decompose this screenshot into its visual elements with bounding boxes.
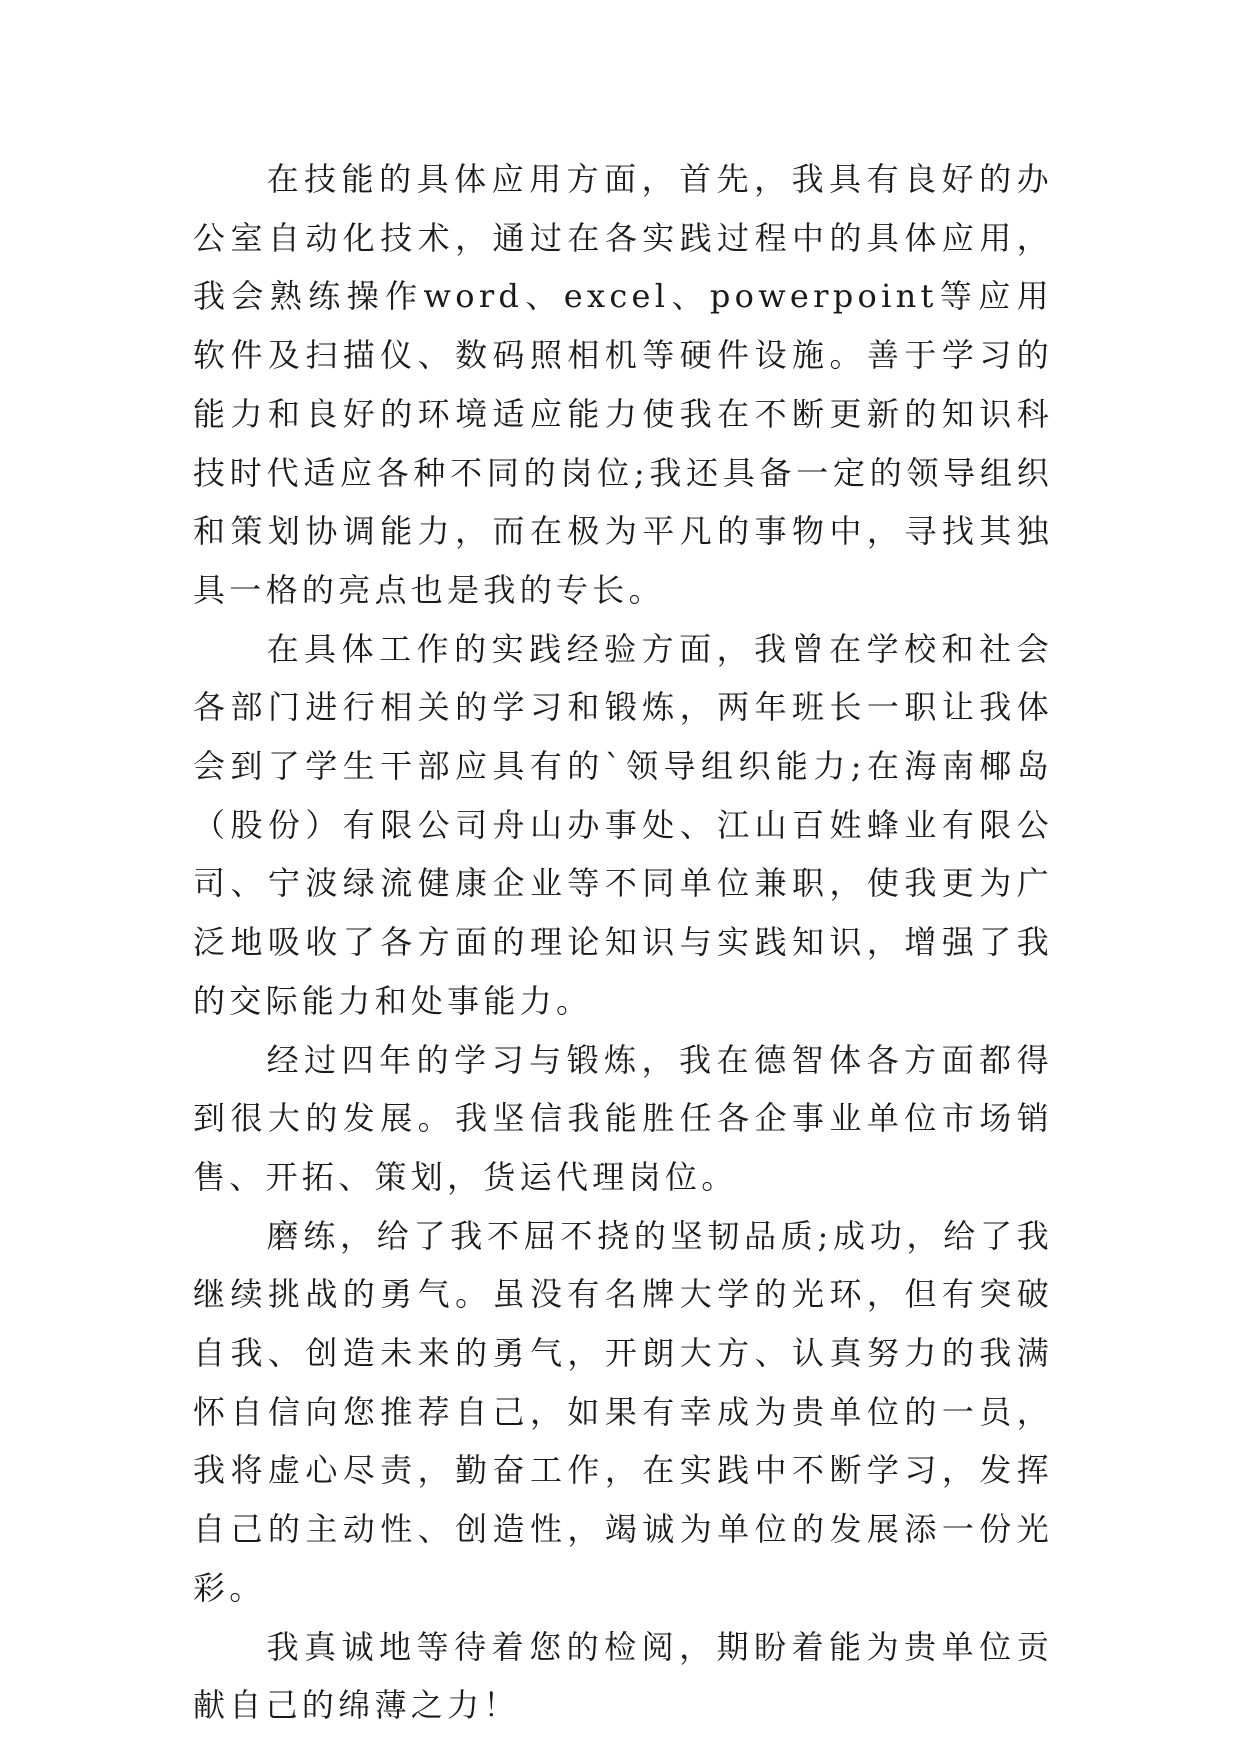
paragraph-character: 磨练，给了我不屈不挠的坚韧品质;成功，给了我继续挑战的勇气。虽没有名牌大学的光环，但有突破自我、创造未来的勇气，开朗大方、认真努力的我满怀自信向您推荐自己，如果有幸成为贵单位的一员，我将虚心尽责，勤奋工作，在实践中不断学习，发挥自己的主动性、创造性，竭诚为单位的发展添一份光彩。 xyxy=(193,1216,1053,1607)
paragraph-closing: 我真诚地等待着您的检阅，期盼着能为贵单位贡献自己的绵薄之力！ xyxy=(193,1627,1053,1725)
paragraph-experience: 在具体工作的实践经验方面，我曾在学校和社会各部门进行相关的学习和锻炼，两年班长一职让我体会到了学生干部应具有的`领导组织能力;在海南椰岛（股份）有限公司舟山办事处、江山百姓蜂业有限公司、宁波绿流健康企业等不同单位兼职，使我更为广泛地吸收了各方面的理论知识与实践知识，增强了我的交际能力和处事能力。 xyxy=(193,629,1053,1020)
paragraph-skills: 在技能的具体应用方面，首先，我具有良好的办公室自动化技术，通过在各实践过程中的具体应用，我会熟练操作word、excel、powerpoint等应用软件及扫描仪、数码照相机等硬件设施。善于学习的能力和良好的环境适应能力使我在不断更新的知识科技时代适应各种不同的岗位;我还具备一定的领导组织和策划协调能力，而在极为平凡的事物中，寻找其独具一格的亮点也是我的专长。 xyxy=(193,160,1053,609)
document-body xyxy=(193,150,1053,1735)
paragraph-development: 经过四年的学习与锻炼，我在德智体各方面都得到很大的发展。我坚信我能胜任各企事业单位市场销售、开拓、策划，货运代理岗位。 xyxy=(193,1040,1053,1196)
